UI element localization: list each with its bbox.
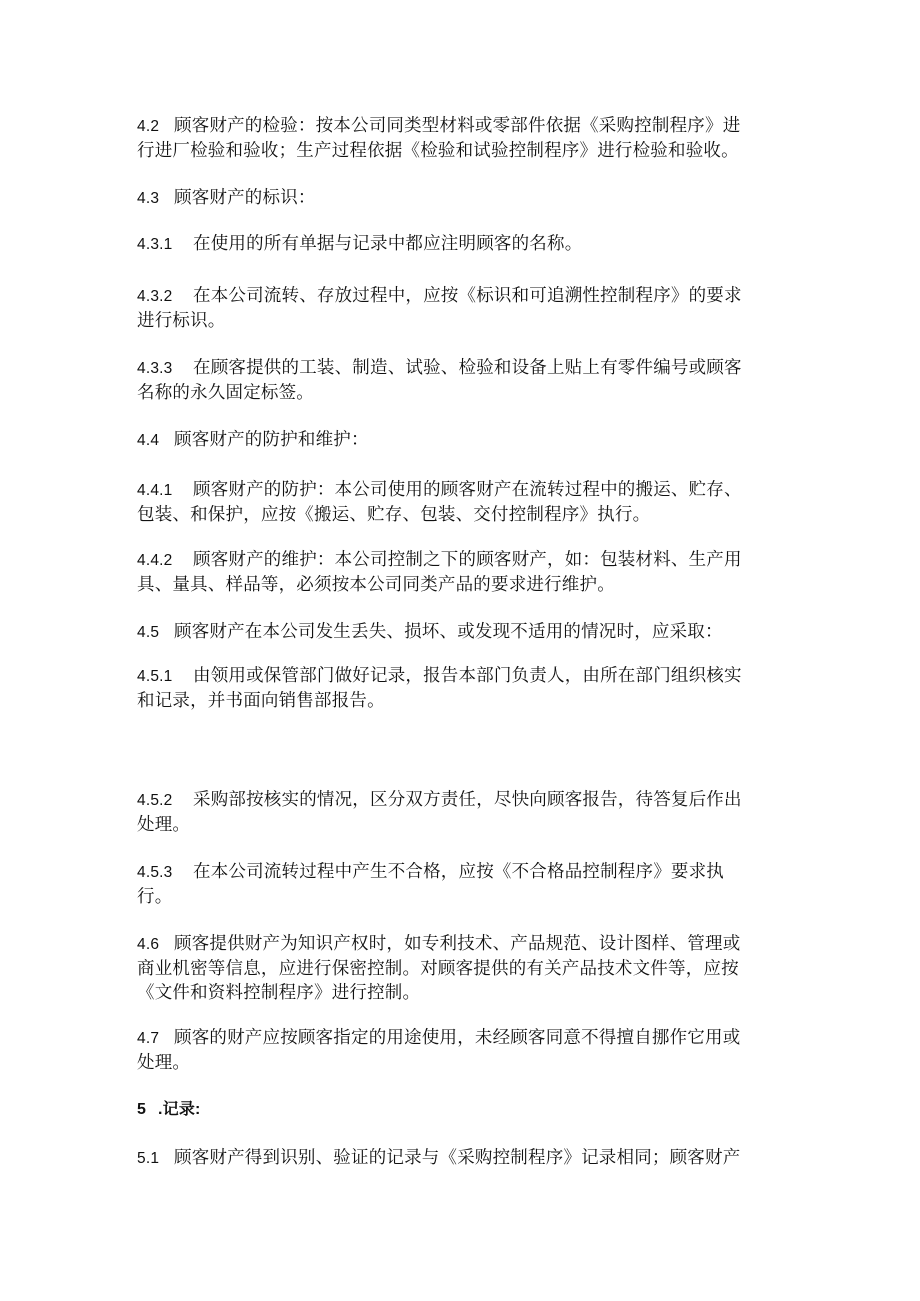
- text-line: 4.4.1 顾客财产的防护：本公司使用的顾客财产在流转过程中的搬运、贮存、: [137, 478, 777, 503]
- text-line: 包装、和保护，应按《搬运、贮存、包装、交付控制程序》执行。: [137, 505, 651, 525]
- section-title: .记录:: [158, 1101, 201, 1118]
- paragraph-4-4: [137, 428, 777, 453]
- section-5-heading: [137, 1098, 777, 1122]
- clause-number: 4.6: [137, 936, 160, 953]
- text-line: 4.3.3 在顾客提供的工装、制造、试验、检验和设备上贴上有零件编号或顾客: [137, 356, 777, 381]
- clause-number: 4.3.3: [137, 360, 173, 377]
- text-line: 行进厂检验和验收；生产过程依据《检验和试验控制程序》进行检验和验收。: [137, 141, 739, 161]
- text-line: 《文件和资料控制程序》进行控制。: [137, 983, 421, 1003]
- clause-number: 4.3.2: [137, 288, 173, 305]
- heading-line: [137, 1098, 777, 1122]
- clause-number: 4.7: [137, 1030, 160, 1047]
- paragraph-4-4-2: [137, 548, 777, 597]
- clause-number: 4.4.1: [137, 482, 173, 499]
- paragraph-4-3: [137, 186, 777, 211]
- paragraph-4-6: [137, 932, 777, 1005]
- clause-number: 4.5: [137, 624, 160, 641]
- text-line: 处理。: [137, 1053, 191, 1073]
- paragraph-4-4-1: [137, 478, 777, 527]
- text-line: 4.5.2 采购部按核实的情况，区分双方责任，尽快向顾客报告，待答复后作出: [137, 788, 777, 813]
- text-line: 4.5.1 由领用或保管部门做好记录，报告本部门负责人，由所在部门组织核实: [137, 664, 777, 689]
- text-line: 4.3.2 在本公司流转、存放过程中，应按《标识和可追溯性控制程序》的要求: [137, 284, 777, 309]
- clause-number: 4.4.2: [137, 552, 173, 569]
- paragraph-4-2: [137, 114, 777, 163]
- text-line: 名称的永久固定标签。: [137, 383, 314, 403]
- text-line: 具、量具、样品等，必须按本公司同类产品的要求进行维护。: [137, 575, 615, 595]
- paragraph-4-5-1: [137, 664, 777, 713]
- paragraph-4-3-1: [137, 232, 777, 257]
- paragraph-4-5: [137, 620, 777, 645]
- paragraph-4-3-3: [137, 356, 777, 405]
- clause-number: 4.5.1: [137, 668, 173, 685]
- text-line: 进行标识。: [137, 311, 226, 331]
- clause-number: 4.3: [137, 190, 160, 207]
- text-line: 4.5 顾客财产在本公司发生丢失、损坏、或发现不适用的情况时，应采取：: [137, 620, 777, 645]
- text-line: 4.3 顾客财产的标识：: [137, 186, 777, 211]
- text-line: 和记录，并书面向销售部报告。: [137, 691, 385, 711]
- text-line: 4.3.1 在使用的所有单据与记录中都应注明顾客的名称。: [137, 232, 777, 257]
- text-line: 4.5.3 在本公司流转过程中产生不合格，应按《不合格品控制程序》要求执: [137, 860, 777, 885]
- clause-number: 4.2: [137, 118, 160, 135]
- text-line: 4.4 顾客财产的防护和维护：: [137, 428, 777, 453]
- text-line: 4.6 顾客提供财产为知识产权时，如专利技术、产品规范、设计图样、管理或: [137, 932, 777, 957]
- clause-number: 4.3.1: [137, 236, 173, 253]
- text-line: 5.1 顾客财产得到识别、验证的记录与《采购控制程序》记录相同；顾客财产: [137, 1146, 777, 1171]
- text-line: 行。: [137, 887, 173, 907]
- clause-number: 4.4: [137, 432, 160, 449]
- paragraph-5-1: [137, 1146, 777, 1171]
- clause-number: 5.1: [137, 1150, 160, 1167]
- text-line: 商业机密等信息，应进行保密控制。对顾客提供的有关产品技术文件等，应按: [137, 959, 739, 979]
- section-number: 5: [137, 1101, 147, 1118]
- text-line: 4.7 顾客的财产应按顾客指定的用途使用，未经顾客同意不得擅自挪作它用或: [137, 1026, 777, 1051]
- paragraph-4-5-2: [137, 788, 777, 837]
- clause-number: 4.5.3: [137, 864, 173, 881]
- paragraph-4-5-3: [137, 860, 777, 909]
- paragraph-4-7: [137, 1026, 777, 1075]
- text-line: 处理。: [137, 815, 191, 835]
- text-line: 4.2 顾客财产的检验：按本公司同类型材料或零部件依据《采购控制程序》进: [137, 114, 777, 139]
- paragraph-4-3-2: [137, 284, 777, 333]
- clause-number: 4.5.2: [137, 792, 173, 809]
- text-line: 4.4.2 顾客财产的维护：本公司控制之下的顾客财产，如：包装材料、生产用: [137, 548, 777, 573]
